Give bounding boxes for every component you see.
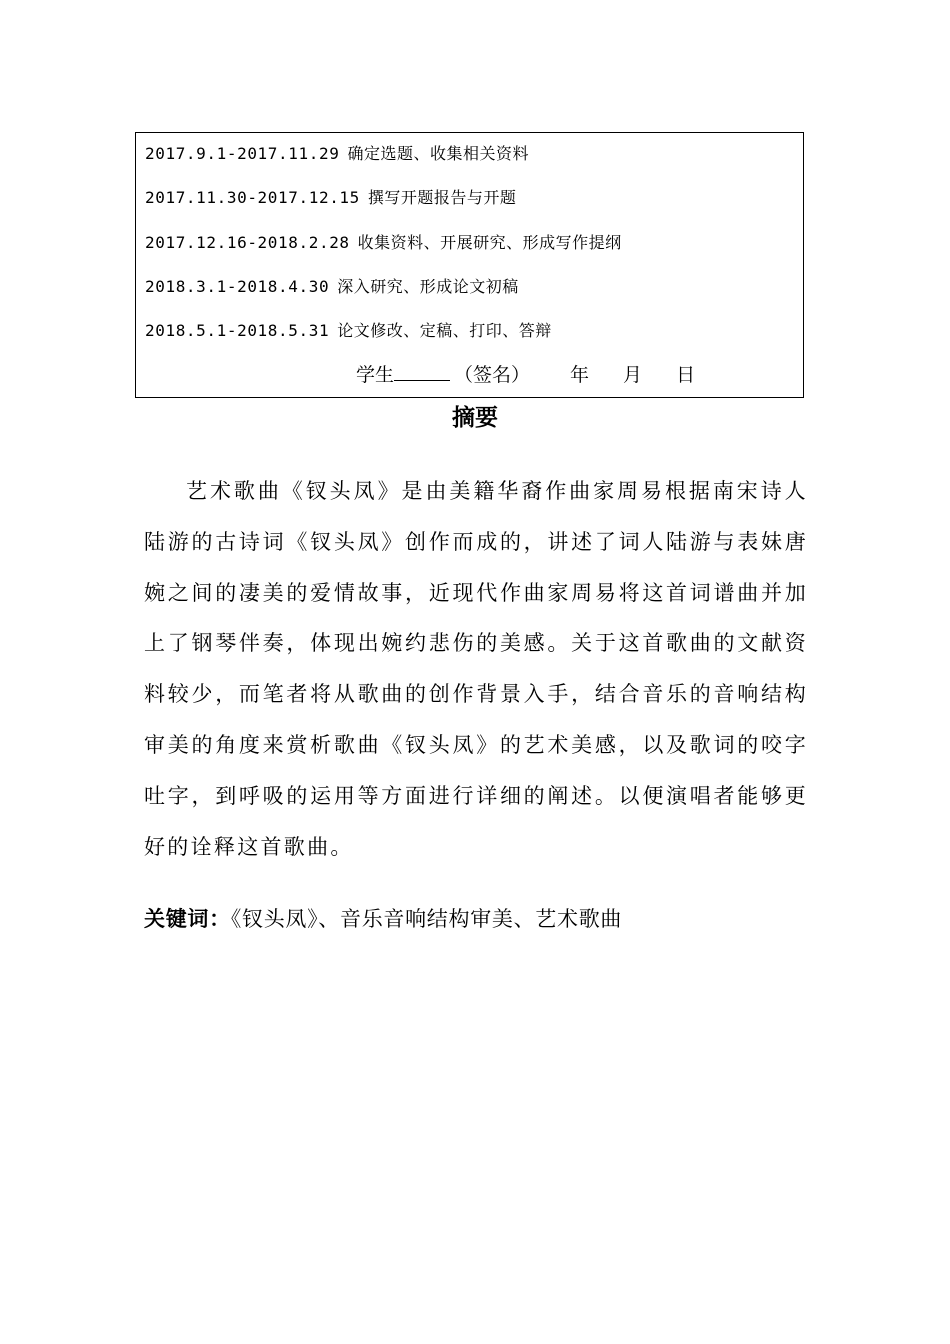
signature-line [356, 361, 695, 388]
schedule-task: 收集资料、开展研究、形成写作提纲 [357, 233, 622, 252]
schedule-date: 2018.3.1-2018.4.30 [145, 277, 330, 296]
schedule-item [145, 320, 552, 342]
schedule-date: 2018.5.1-2018.5.31 [145, 321, 330, 340]
month-label: 月 [623, 364, 643, 386]
schedule-task: 撰写开题报告与开题 [367, 188, 517, 207]
signature-blank [394, 361, 450, 381]
keywords-label: 关键词： [144, 907, 231, 931]
abstract-heading: 摘要 [452, 405, 498, 431]
schedule-item [145, 187, 516, 209]
sign-label: （签名） [454, 364, 531, 386]
keywords-text: 《钗头凤》、音乐音响结构审美、艺术歌曲 [230, 907, 623, 931]
year-label: 年 [570, 364, 590, 386]
schedule-date: 2017.9.1-2017.11.29 [145, 144, 340, 163]
keywords-line [144, 901, 622, 937]
schedule-item [145, 276, 519, 298]
schedule-date: 2017.12.16-2018.2.28 [145, 233, 350, 252]
schedule-task: 论文修改、定稿、打印、答辩 [337, 321, 552, 340]
schedule-task: 确定选题、收集相关资料 [347, 144, 529, 163]
schedule-item [145, 143, 529, 165]
day-label: 日 [676, 364, 696, 386]
student-label: 学生 [356, 364, 395, 386]
schedule-item [145, 232, 622, 254]
abstract-body: 艺术歌曲《钗头凤》是由美籍华裔作曲家周易根据南宋诗人陆游的古诗词《钗头凤》创作而成的，讲述了词人陆游与表妹唐婉之间的凄美的爱情故事，近现代作曲家周易将这首词谱曲并加上了钢琴伴奏，体现出婉约悲伤的美感。关于这首歌曲的文献资料较少，而笔者将从歌曲的创作背景入手，结合音乐的音响结构审美的角度来赏析歌曲《钗头凤》的艺术美感，以及歌词的咬字吐字，到呼吸的运用等方面进行详细的阐述。以便演唱者能够更好的诠释这首歌曲。 [144, 479, 808, 859]
schedule-box [135, 132, 804, 398]
schedule-task: 深入研究、形成论文初稿 [337, 277, 519, 296]
schedule-date: 2017.11.30-2017.12.15 [145, 188, 360, 207]
